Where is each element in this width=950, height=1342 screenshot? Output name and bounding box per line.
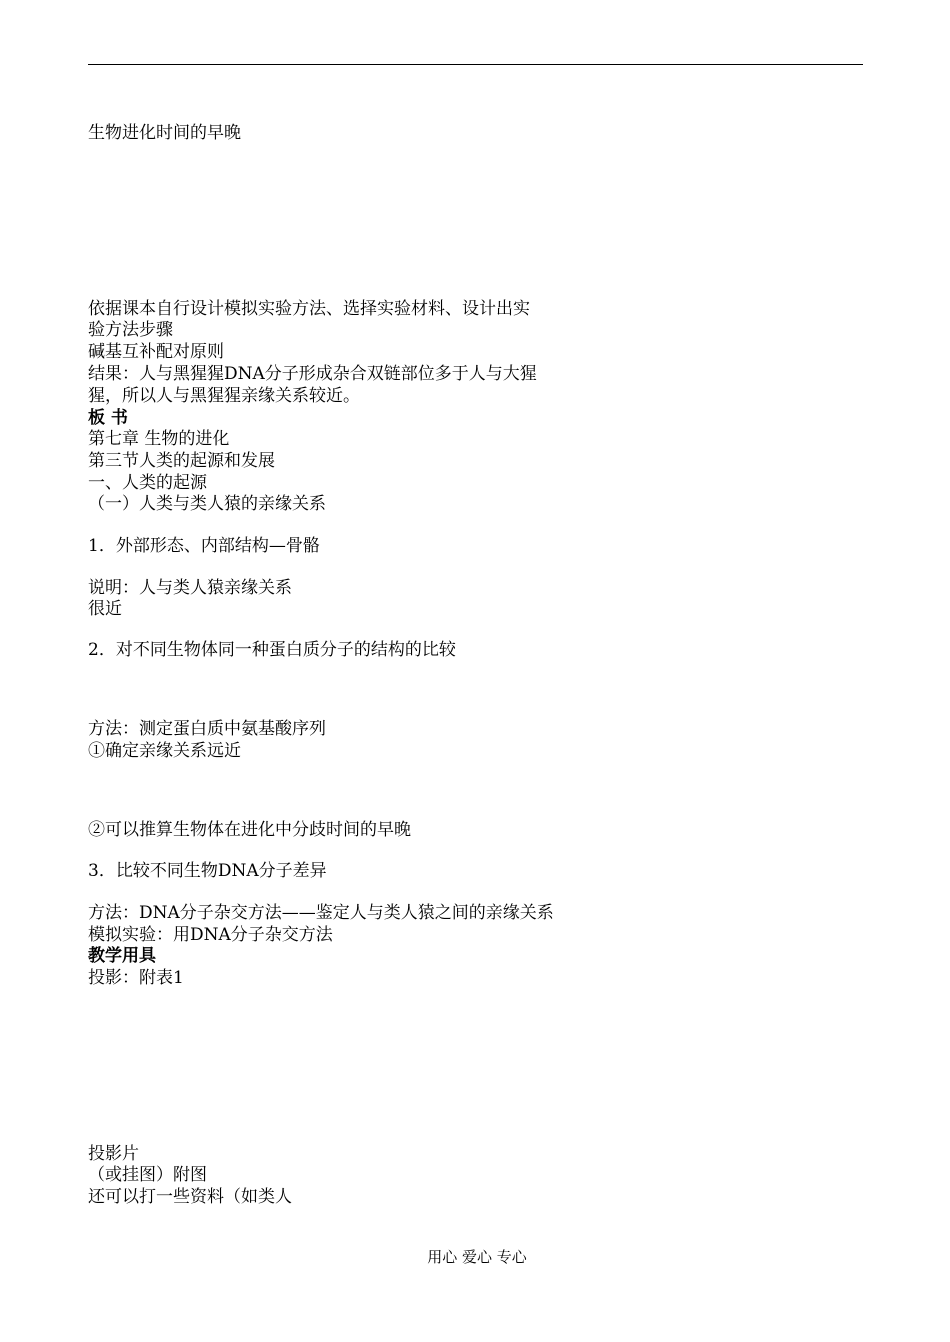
section-heading-board: 板 书 xyxy=(88,408,128,428)
item-morphology: 1．外部形态、内部结构—骨骼 xyxy=(88,536,320,556)
subsection-origin: 一、人类的起源 xyxy=(88,473,207,493)
text-line-point-2: ②可以推算生物体在进化中分歧时间的早晚 xyxy=(88,820,411,840)
subsection-kinship: （一）人类与类人猿的亲缘关系 xyxy=(88,494,326,514)
page-footer: 用心 爱心 专心 xyxy=(427,1248,527,1266)
text-line-result: 结果：人与黑猩猩DNA分子形成杂合双链部位多于人与大猩 xyxy=(88,364,537,384)
text-line-simulation: 模拟实验：用DNA分子杂交方法 xyxy=(88,925,333,945)
section-title: 第三节人类的起源和发展 xyxy=(88,451,275,471)
item-protein-compare: 2．对不同生物体同一种蛋白质分子的结构的比较 xyxy=(88,640,456,660)
text-line-very-close: 很近 xyxy=(88,599,122,619)
item-dna-compare: 3．比较不同生物DNA分子差异 xyxy=(88,861,327,881)
text-line-materials: 还可以打一些资料（如类人 xyxy=(88,1187,292,1207)
text-line-design-experiment: 依据课本自行设计模拟实验方法、选择实验材料、设计出实 xyxy=(88,299,530,319)
chapter-title: 第七章 生物的进化 xyxy=(88,429,230,449)
text-line-base-pairing: 碱基互补配对原则 xyxy=(88,342,224,362)
header-rule xyxy=(88,64,863,65)
text-line-projection: 投影：附表1 xyxy=(88,968,184,988)
section-heading-teaching-tools: 教学用具 xyxy=(88,946,156,966)
text-line-explanation: 说明：人与类人猿亲缘关系 xyxy=(88,578,292,598)
text-line-experiment-steps: 验方法步骤 xyxy=(88,320,173,340)
text-line-wall-chart: （或挂图）附图 xyxy=(88,1165,207,1185)
text-line-method-dna: 方法：DNA分子杂交方法——鉴定人与类人猿之间的亲缘关系 xyxy=(88,903,554,923)
text-line-result-cont: 猩，所以人与黑猩猩亲缘关系较近。 xyxy=(88,386,360,406)
text-line-point-1: ①确定亲缘关系远近 xyxy=(88,741,241,761)
text-line-slides: 投影片 xyxy=(88,1144,139,1164)
text-line-method-amino: 方法：测定蛋白质中氨基酸序列 xyxy=(88,719,326,739)
text-line-evolution-time: 生物进化时间的早晚 xyxy=(88,123,241,143)
